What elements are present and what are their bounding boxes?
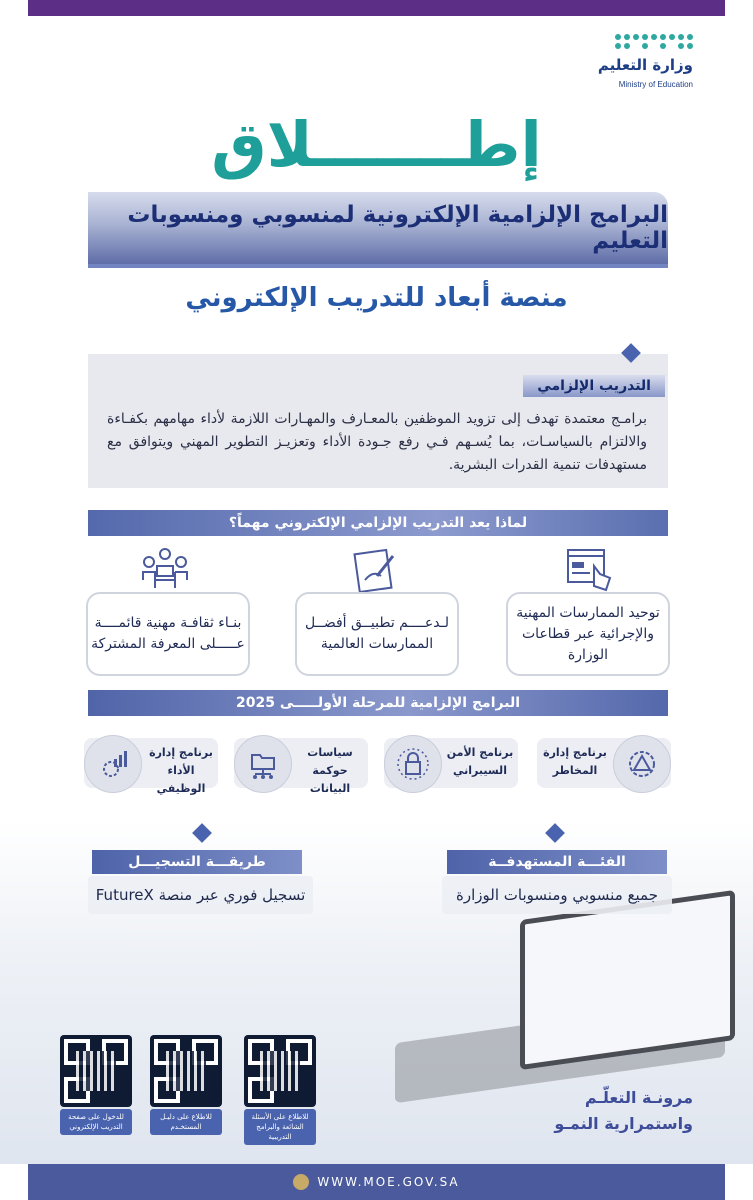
qr-caption: للاطلاع على الأسئلة الشائعة والبرامج التدريبية xyxy=(244,1109,316,1145)
why-card-2-text: لـدعــــم تطبيــق أفضــل الممارسات العالمية xyxy=(305,615,449,652)
program-card-1 xyxy=(537,738,671,788)
qr-code-icon xyxy=(244,1035,316,1107)
why-card-1-text: توحيد الممارسات المهنية والإجرائية عبر قطاعات الوزارة xyxy=(516,604,660,663)
registration-text: تسجيل فوري عبر منصة FutureX xyxy=(95,886,306,904)
mandatory-text: برامـج معتمدة تهدف إلى تزويد الموظفين بالمعـارف والمهـارات اللازمة لأداء مهامهم بكفـاءة والالتزام بالسياسـات، بما يُسـهم فـي رفع جـودة الأداء وتعزيـز التطوير المهني ويتوافق مع مستهدفات تنمية القدرات البشرية. xyxy=(107,411,647,473)
qr-code-icon xyxy=(150,1035,222,1107)
platform-title: منصة أبعاد للتدريب الإلكتروني xyxy=(185,283,568,313)
launch-title: إطـــــــلاق xyxy=(211,108,542,181)
data-folder-icon xyxy=(234,735,292,793)
logo-arabic: وزارة التعليم xyxy=(597,56,693,74)
qr-caption: للاطلاع على دليـل المستخـدم xyxy=(150,1109,222,1135)
team-meeting-icon xyxy=(135,546,195,594)
phase-title: البرامج الإلزامية للمرحلة الأولـــــى 2025 xyxy=(236,695,520,711)
slogan-line-2: واستمرارية النمـو xyxy=(554,1114,693,1133)
target-title-text: الفئـــة المستهدفــة xyxy=(488,854,626,870)
top-bar xyxy=(28,0,725,16)
program-card-3 xyxy=(234,738,368,795)
qr-caption: للدخول على صفحة التدريب الإلكتروني xyxy=(60,1109,132,1135)
why-title: لماذا يعد التدريب الإلزامي الإلكتروني مهماً؟ xyxy=(228,515,528,531)
ministry-logo xyxy=(558,34,693,98)
footer-bar xyxy=(28,1164,725,1200)
logo-english: Ministry of Education xyxy=(618,80,693,89)
program-4-label: برنامج إدارة الأداء الوظيفي xyxy=(149,746,213,795)
phase-title-bar xyxy=(88,690,668,716)
slogan xyxy=(554,1085,693,1137)
laptop-screen-image xyxy=(520,890,735,1070)
program-card-2 xyxy=(384,738,518,788)
why-card-3 xyxy=(86,592,250,676)
risk-gear-icon xyxy=(613,735,671,793)
cyber-lock-icon xyxy=(384,735,442,793)
logo-dots-icon xyxy=(613,34,693,54)
qr-training-page[interactable] xyxy=(60,1035,132,1135)
screen-hand-icon xyxy=(560,546,620,594)
footer-url[interactable]: WWW.MOE.GOV.SA xyxy=(317,1175,460,1189)
why-card-2 xyxy=(295,592,459,676)
banner-underline xyxy=(88,264,668,268)
program-3-label: سياسات حوكمة البيانات xyxy=(307,746,353,795)
target-text: جميع منسوبي ومنسوبات الوزارة xyxy=(456,886,658,904)
why-title-bar xyxy=(88,510,668,536)
program-2-label: برنامج الأمن السيبراني xyxy=(446,746,514,777)
program-card-4 xyxy=(84,738,218,795)
target-title xyxy=(447,850,667,874)
registration-title-text: طريقـــة التسجيـــل xyxy=(128,854,266,870)
registration-title xyxy=(92,850,302,874)
qr-code-icon xyxy=(60,1035,132,1107)
program-1-label: برنامج إدارة المخاطر xyxy=(543,746,607,777)
why-card-1 xyxy=(506,592,670,676)
why-card-3-text: بنـاء ثقافـة مهنية قائمــــة عـــــلى المعرفة المشتركة xyxy=(91,615,245,652)
qr-user-guide[interactable] xyxy=(150,1035,222,1135)
document-pen-icon xyxy=(345,546,405,594)
main-banner-text: البرامج الإلزامية الإلكترونية لمنسوبي ومنسوبات التعليم xyxy=(127,202,668,254)
registration-body xyxy=(88,876,313,914)
qr-faq[interactable] xyxy=(244,1035,316,1145)
slogan-line-1: مرونـة التعلّـم xyxy=(584,1088,693,1107)
globe-icon xyxy=(293,1174,309,1190)
mandatory-label: التدريب الإلزامي xyxy=(523,375,665,397)
performance-gear-icon xyxy=(84,735,142,793)
target-body xyxy=(442,876,672,914)
main-banner xyxy=(88,192,668,264)
